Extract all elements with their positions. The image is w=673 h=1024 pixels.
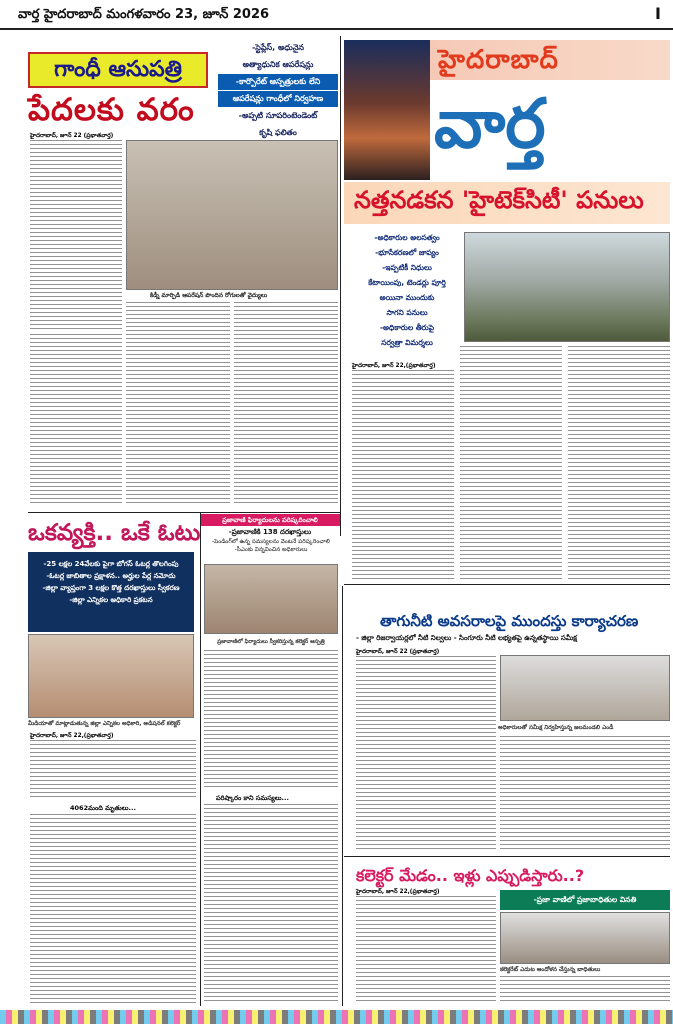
gandhi-sub-3: -కార్పొరేట్ ఆస్పత్రులకు లేని [218, 74, 338, 90]
one-vote-subhead: 4062మంది మృతులు... [70, 804, 136, 812]
gandhi-headline: పేదలకు వరం [28, 92, 195, 128]
one-vote-point: -జిల్లా వ్యాప్తంగా 3 లక్షల కొత్త దరఖాస్తులు స్వీకరణ [42, 584, 180, 592]
gandhi-body-col1b [30, 334, 122, 506]
grievance-caption: ప్రజావాణిలో ఫిర్యాదులు స్వీకరిస్తున్న కలెక్టర్ ఆస్పత్రి [217, 639, 325, 645]
gandhi-body-col2 [126, 302, 230, 506]
grievance-body-1 [204, 650, 338, 790]
column-rule [340, 36, 341, 536]
grievance-label: ప్రజావాణి ఫిర్యాదులను పరిష్కరించాలి [200, 514, 340, 526]
hitech-headline: నత్తనడకన 'హైటెక్‌సిటీ' పనులు [354, 186, 644, 214]
hitech-point: కేటాయింపు, టెండర్లు పూర్తి [368, 278, 446, 287]
hitech-body-col2 [460, 346, 562, 580]
hitech-point: -భూసేకరణలో జాప్యం [375, 248, 439, 257]
gandhi-sub-4: ఆపరేషన్లు గాంధీలో నిర్వహణ [218, 91, 338, 107]
water-sub: - జిల్లా రిజర్వాయర్లలో నీటి నిల్వలు - సింగూరు నీటి లభ్యతపై ఉన్నతస్థాయి సమీక్ష [356, 634, 577, 642]
column-rule [200, 512, 201, 1006]
gandhi-sub-1: -స్టెప్లేస్, అధునైన [251, 43, 305, 52]
hitech-point: సర్వత్రా విమర్శలు [381, 338, 433, 347]
page-number: I [655, 4, 661, 23]
water-dateline: హైదరాబాద్, జూన్ 22 (ప్రభాతవార్త) [356, 649, 440, 655]
column-rule [342, 586, 343, 1006]
gandhi-body-col1 [30, 140, 122, 330]
gandhi-body-col3 [234, 302, 338, 506]
water-body-1 [356, 656, 496, 852]
one-vote-caption: మీడియాతో మాట్లాడుతున్న జిల్లా ఎన్నికల అధికారి, అడిషనల్ కలెక్టర్ [28, 721, 181, 727]
section-rule [344, 856, 670, 857]
gandhi-caption: కిడ్నీ మార్పిడి ఆపరేషన్ పొందిన రోగులతో వైద్యులు [150, 292, 268, 299]
water-caption: అధికారులతో సమీక్ష నిర్వహిస్తున్న జలమండలి ఎండీ [498, 725, 614, 731]
hitech-photo [464, 232, 670, 342]
print-registration-strip [0, 1010, 673, 1024]
gandhi-dateline: హైదరాబాద్, జూన్ 22 (ప్రభాతవార్త) [30, 133, 114, 139]
grievance-photo [204, 564, 338, 634]
gandhi-sub-2: అత్యాధునిక ఆపరేషన్లు [242, 60, 314, 69]
water-headline: తాగునీటి అవసరాలపై ముందస్తు కార్యాచరణ [380, 612, 639, 630]
hitech-headline-bar [344, 182, 670, 224]
collector-box-text: -ప్రజా వాణిలో ప్రజాబాధితుల వినతి [533, 895, 637, 904]
hitech-points [352, 230, 462, 350]
one-vote-points [28, 552, 194, 606]
header-title: వార్త హైదరాబాద్ మంగళవారం 23, జూన్ 2026 [18, 7, 270, 22]
hitech-body-col3 [568, 346, 670, 580]
hitech-point: -ఇప్పటికీ నిధులు [382, 263, 432, 272]
grievance-sub: -పెండింగ్‌లో ఉన్న సమస్యలను వెంటనే పరిష్కరించాలి -సీఎంకు విన్నవించిన అధికారులు [212, 539, 330, 553]
masthead-city [430, 40, 670, 80]
hitech-body-col1 [352, 370, 454, 580]
hitech-point: సాగని పనులు [386, 308, 428, 317]
gandhi-banner [28, 52, 208, 88]
hitech-point: అయినా ముందుకు [379, 293, 435, 302]
collector-headline: కలెక్టర్ మేడం.. ఇళ్లు ఎప్పుడిస్తారు..? [356, 866, 585, 885]
gandhi-photo [126, 140, 338, 290]
gandhi-sub-5: -అప్పటి సూపరింటెండెంట్ [238, 111, 318, 120]
gandhi-title-top: గాంధీ ఆసుపత్రి [54, 57, 182, 82]
grievance-body-2 [204, 804, 338, 1004]
collector-photo [500, 912, 670, 964]
collector-body-2 [500, 976, 670, 1004]
section-rule [28, 512, 340, 513]
one-vote-headline: ఒకవ్యక్తి.. ఒకే ఓటు [28, 520, 201, 546]
one-vote-point: -25 లక్షల 24వేలకు పైగా బోగస్ ఓటర్ల తొలగింపు [43, 560, 179, 568]
one-vote-photo [28, 634, 194, 718]
one-vote-point: -జిల్లా ఎన్నికల అధికారి ప్రకటన [69, 596, 153, 604]
collector-box [500, 890, 670, 910]
hitech-dateline: హైదరాబాద్, జూన్ 22,(ప్రభాతవార్త) [352, 363, 436, 369]
one-vote-points-box [28, 552, 194, 632]
water-body-2 [500, 736, 670, 852]
page-header [0, 0, 673, 30]
hitech-point: -అధికారుల తీరుపై [379, 323, 435, 332]
gandhi-sub-6: కృషి ఫలితం [259, 128, 297, 137]
water-photo [500, 655, 670, 721]
section-rule [344, 584, 670, 585]
one-vote-dateline: హైదరాబాద్, జూన్ 22,(ప్రభాతవార్త) [30, 733, 114, 739]
hitech-point: -అధికారుల అలసత్వం [374, 233, 440, 242]
masthead-city-text: హైదరాబాద్ [438, 45, 559, 75]
collector-dateline: హైదరాబాద్, జూన్ 22,(ప్రభాతవార్త) [356, 889, 440, 895]
one-vote-body-2 [30, 814, 196, 1004]
grievance-title: -ప్రజావాణికి 138 దరఖాస్తులు [228, 528, 312, 536]
masthead-paper: వార్త [434, 85, 546, 164]
gandhi-subtitles [218, 40, 338, 142]
charminar-photo [344, 40, 430, 180]
one-vote-body-1 [30, 740, 196, 800]
one-vote-point: -ఓటర్ల జాబితాల ప్రక్షాళన.. అర్హుల పేర్ల నమోదు [46, 572, 176, 580]
grievance-subhead: పరిష్కారం కాని సమస్యలు... [216, 794, 289, 802]
collector-body-1 [356, 896, 496, 1004]
collector-caption: కలెక్టరేట్ ఎదుట ఆందోళన చేస్తున్న బాధితులు [500, 967, 601, 973]
